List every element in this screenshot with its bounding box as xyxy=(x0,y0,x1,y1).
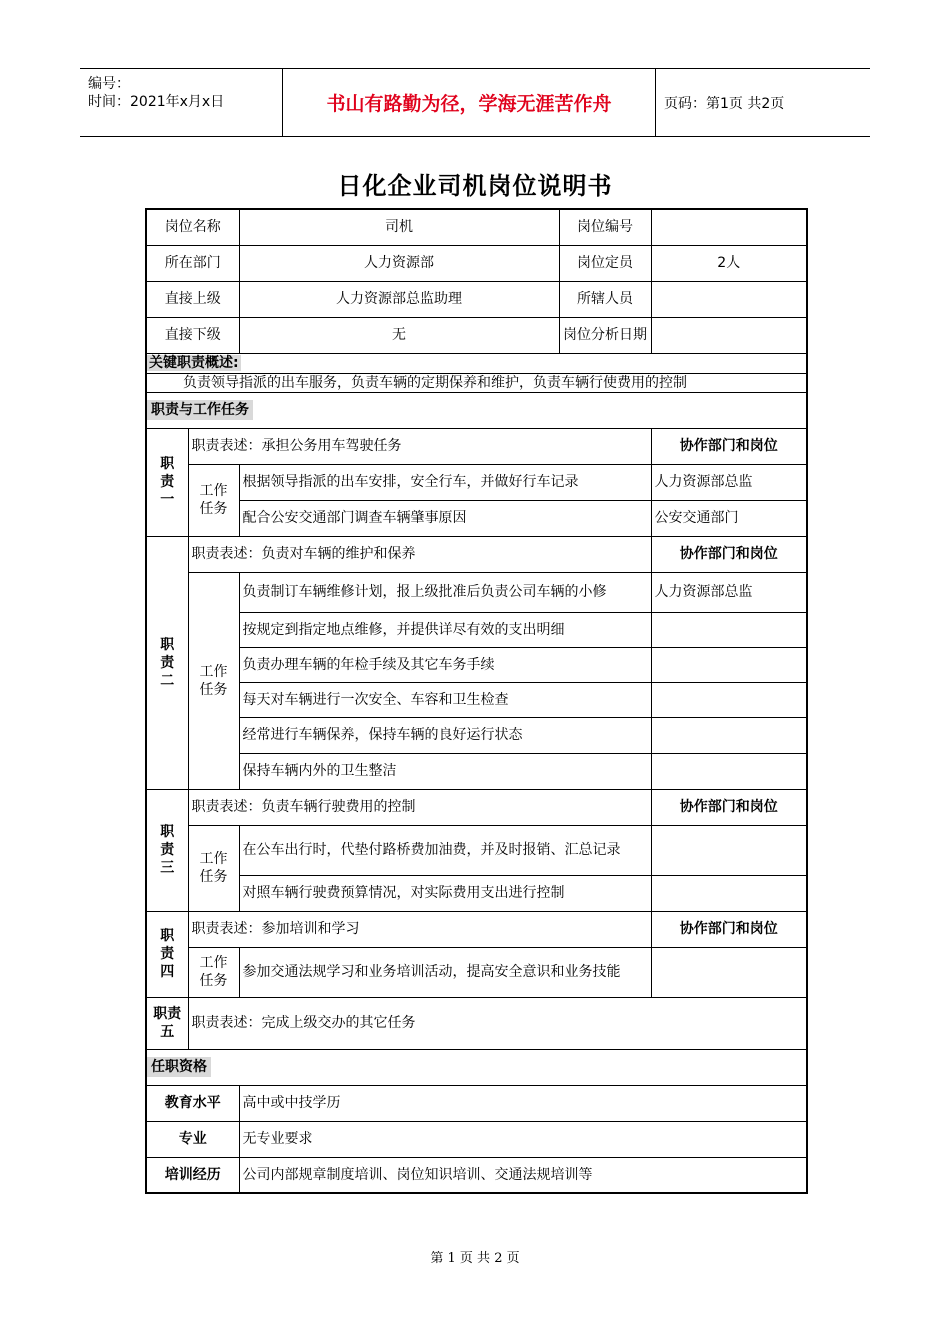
qualification-value: 高中或中技学历 xyxy=(239,1085,807,1121)
basic-row xyxy=(146,281,807,317)
header-meta xyxy=(80,69,282,136)
summary-label: 关键职责概述: xyxy=(149,355,239,371)
task-text: 对照车辆行驶费预算情况，对实际费用支出进行控制 xyxy=(239,875,651,911)
job-description-table xyxy=(145,208,808,1194)
qualifications-heading-row xyxy=(146,1049,807,1085)
basic-label: 所辖人员 xyxy=(559,281,651,317)
task-dept xyxy=(651,682,807,717)
qualification-row xyxy=(146,1157,807,1193)
task-text: 经常进行车辆保养，保持车辆的良好运行状态 xyxy=(239,717,651,753)
basic-label: 岗位名称 xyxy=(146,209,239,245)
basic-value: 人力资源部 xyxy=(239,245,559,281)
task-row xyxy=(146,717,807,753)
qualifications-heading: 任职资格 xyxy=(147,1057,211,1077)
task-label: 工作 任务 xyxy=(188,464,239,536)
task-dept: 人力资源部总监 xyxy=(651,464,807,500)
task-row xyxy=(146,682,807,717)
duty-name: 职 责 四 xyxy=(146,911,188,997)
coop-header: 协作部门和岗位 xyxy=(651,428,807,464)
basic-value xyxy=(651,281,807,317)
duty-desc-row xyxy=(146,789,807,825)
task-dept xyxy=(651,717,807,753)
document-title: 日化企业司机岗位说明书 xyxy=(337,172,613,200)
duty-description: 职责表述：完成上级交办的其它任务 xyxy=(188,997,807,1049)
duty-name: 职 责 三 xyxy=(146,789,188,911)
duty-desc-row xyxy=(146,428,807,464)
task-row xyxy=(146,612,807,647)
task-text: 保持车辆内外的卫生整洁 xyxy=(239,753,651,789)
qualification-row xyxy=(146,1085,807,1121)
task-row xyxy=(146,464,807,500)
basic-row xyxy=(146,209,807,245)
summary-text: 负责领导指派的出车服务，负责车辆的定期保养和维护，负责车辆行使费用的控制 xyxy=(146,373,807,392)
task-dept xyxy=(651,947,807,997)
qualification-row xyxy=(146,1121,807,1157)
basic-label: 所在部门 xyxy=(146,245,239,281)
duty-desc-row xyxy=(146,997,807,1049)
qualification-label: 教育水平 xyxy=(146,1085,239,1121)
summary-heading-row xyxy=(146,353,807,373)
task-dept xyxy=(651,647,807,682)
task-text: 每天对车辆进行一次安全、车容和卫生检查 xyxy=(239,682,651,717)
duty-description: 职责表述：负责车辆行驶费用的控制 xyxy=(188,789,651,825)
qualification-value: 无专业要求 xyxy=(239,1121,807,1157)
task-row xyxy=(146,825,807,875)
coop-header: 协作部门和岗位 xyxy=(651,789,807,825)
task-label: 工作 任务 xyxy=(188,947,239,997)
task-row xyxy=(146,500,807,536)
basic-label: 岗位编号 xyxy=(559,209,651,245)
qualification-value: 公司内部规章制度培训、岗位知识培训、交通法规培训等 xyxy=(239,1157,807,1193)
duty-description: 职责表述：承担公务用车驾驶任务 xyxy=(188,428,651,464)
task-text: 根据领导指派的出车安排，安全行车，并做好行车记录 xyxy=(239,464,651,500)
task-text: 负责办理车辆的年检手续及其它车务手续 xyxy=(239,647,651,682)
task-dept xyxy=(651,612,807,647)
basic-row xyxy=(146,245,807,281)
header-motto: 书山有路勤为径，学海无涯苦作舟 xyxy=(282,69,656,136)
duty-description: 职责表述：参加培训和学习 xyxy=(188,911,651,947)
duties-heading-row xyxy=(146,392,807,428)
basic-value: 2人 xyxy=(651,245,807,281)
task-text: 负责制订车辆维修计划，报上级批准后负责公司车辆的小修 xyxy=(239,572,651,612)
basic-value: 司机 xyxy=(239,209,559,245)
qualification-label: 专业 xyxy=(146,1121,239,1157)
task-row xyxy=(146,572,807,612)
time-label: 时间：2021年x月x日 xyxy=(88,94,225,110)
task-text: 按规定到指定地点维修，并提供详尽有效的支出明细 xyxy=(239,612,651,647)
task-text: 在公车出行时，代垫付路桥费加油费，并及时报销、汇总记录 xyxy=(239,825,651,875)
task-dept: 人力资源部总监 xyxy=(651,572,807,612)
basic-value: 无 xyxy=(239,317,559,353)
basic-value xyxy=(651,209,807,245)
number-label: 编号： xyxy=(88,76,130,92)
basic-row xyxy=(146,317,807,353)
duty-name: 职责 五 xyxy=(146,997,188,1049)
task-label: 工作 任务 xyxy=(188,825,239,911)
coop-header: 协作部门和岗位 xyxy=(651,536,807,572)
page-number-label: 页码：第1页 共2页 xyxy=(664,95,785,112)
task-row xyxy=(146,947,807,997)
duty-name: 职 责 一 xyxy=(146,428,188,536)
task-dept xyxy=(651,825,807,875)
basic-value: 人力资源部总监助理 xyxy=(239,281,559,317)
duty-desc-row xyxy=(146,911,807,947)
task-text: 参加交通法规学习和业务培训活动，提高安全意识和业务技能 xyxy=(239,947,651,997)
coop-header: 协作部门和岗位 xyxy=(651,911,807,947)
duty-desc-row xyxy=(146,536,807,572)
task-dept: 公安交通部门 xyxy=(651,500,807,536)
task-row xyxy=(146,875,807,911)
duty-description: 职责表述：负责对车辆的维护和保养 xyxy=(188,536,651,572)
page-footer: 第 1 页 共 2 页 xyxy=(430,1251,520,1266)
qualification-label: 培训经历 xyxy=(146,1157,239,1193)
duty-name: 职 责 二 xyxy=(146,536,188,789)
duties-heading: 职责与工作任务 xyxy=(147,400,253,420)
basic-label: 直接上级 xyxy=(146,281,239,317)
task-row xyxy=(146,753,807,789)
basic-value xyxy=(651,317,807,353)
summary-row xyxy=(146,373,807,392)
basic-label: 岗位定员 xyxy=(559,245,651,281)
task-row xyxy=(146,647,807,682)
task-dept xyxy=(651,875,807,911)
task-label: 工作 任务 xyxy=(188,572,239,789)
task-text: 配合公安交通部门调查车辆肇事原因 xyxy=(239,500,651,536)
page-header xyxy=(80,68,870,137)
task-dept xyxy=(651,753,807,789)
basic-label: 岗位分析日期 xyxy=(559,317,651,353)
basic-label: 直接下级 xyxy=(146,317,239,353)
